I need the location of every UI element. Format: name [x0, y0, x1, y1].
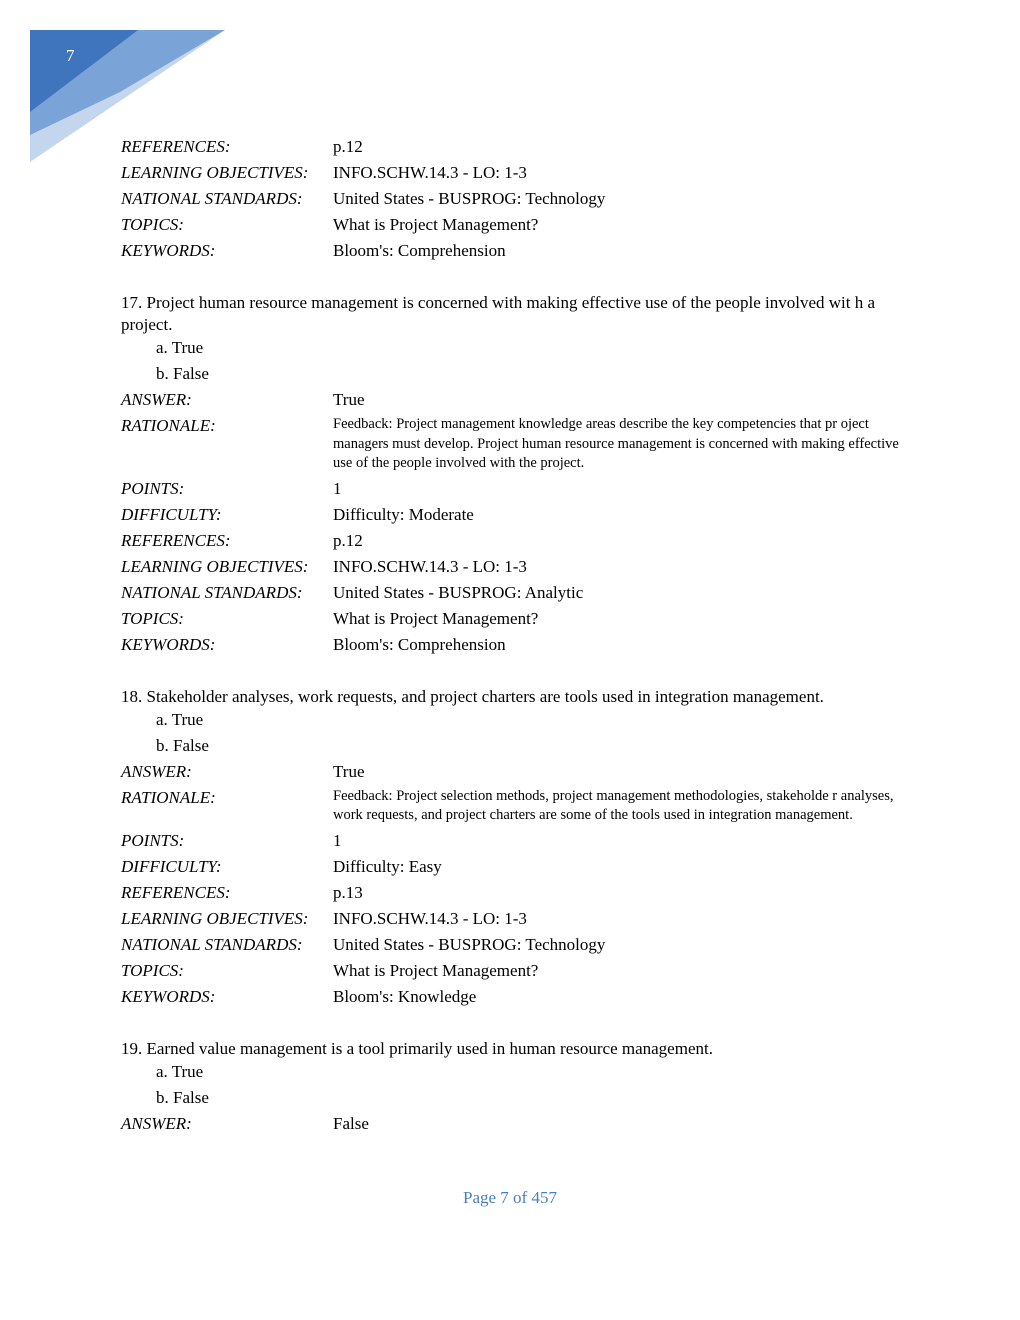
metadata-row [121, 634, 901, 656]
field-label: TOPICS: [121, 215, 184, 234]
field-value: What is Project Management? [333, 608, 539, 628]
question-text: 17. Project human resource management is concerned with making effective use of the people involved wit h a project. [121, 293, 876, 334]
field-value: What is Project Management? [333, 215, 539, 234]
metadata-row [121, 908, 901, 930]
question-text: 19. Earned value management is a tool primarily used in human resource management. [121, 1038, 713, 1058]
metadata-row [121, 556, 901, 578]
field-value: p.13 [333, 882, 363, 902]
field-label: NATIONAL STANDARDS: [121, 582, 303, 602]
option-true: a. True [156, 338, 204, 357]
field-value: 1 [333, 478, 342, 498]
metadata-row [121, 188, 901, 210]
metadata-row [121, 530, 901, 552]
option-false: b. False [156, 364, 209, 383]
field-label: POINTS: [121, 478, 185, 498]
field-label: KEYWORDS: [121, 986, 216, 1006]
metadata-row [121, 608, 901, 630]
field-value: INFO.SCHW.14.3 - LO: 1-3 [333, 908, 527, 928]
field-value: United States - BUSPROG: Technology [333, 189, 606, 208]
field-label: LEARNING OBJECTIVES: [121, 163, 309, 182]
field-value: Bloom's: Comprehension [333, 241, 506, 260]
field-value: What is Project Management? [333, 960, 539, 980]
header-page-number: 7 [66, 46, 75, 65]
field-value: Bloom's: Knowledge [333, 986, 477, 1006]
metadata-row [121, 136, 901, 158]
answer-row [121, 389, 901, 411]
metadata-row [121, 214, 901, 236]
field-value: INFO.SCHW.14.3 - LO: 1-3 [333, 556, 527, 576]
field-label: ANSWER: [121, 1113, 192, 1133]
field-value: Bloom's: Comprehension [333, 634, 506, 654]
field-label: KEYWORDS: [121, 634, 216, 654]
metadata-row [121, 582, 901, 604]
answer-row [121, 761, 901, 783]
option-true: a. True [156, 1061, 204, 1081]
top-metadata-block [121, 136, 901, 262]
field-label: KEYWORDS: [121, 241, 216, 260]
field-value: United States - BUSPROG: Technology [333, 934, 606, 954]
rationale-row [121, 415, 901, 474]
field-label: NATIONAL STANDARDS: [121, 934, 303, 954]
metadata-row [121, 934, 901, 956]
metadata-row [121, 986, 901, 1008]
field-label: TOPICS: [121, 608, 184, 628]
option-true: a. True [156, 709, 204, 729]
metadata-row [121, 882, 901, 904]
field-value: p.12 [333, 530, 363, 550]
field-value: INFO.SCHW.14.3 - LO: 1-3 [333, 163, 527, 182]
field-label: POINTS: [121, 830, 185, 850]
option-false: b. False [156, 1087, 209, 1107]
field-label: REFERENCES: [121, 530, 231, 550]
question-text: 18. Stakeholder analyses, work requests, and project charters are tools used in integration management. [121, 686, 824, 706]
metadata-row [121, 960, 901, 982]
field-value: p.12 [333, 137, 363, 156]
field-label: RATIONALE: [121, 787, 216, 807]
field-label: ANSWER: [121, 390, 192, 409]
metadata-row [121, 478, 901, 500]
field-label: REFERENCES: [121, 137, 231, 156]
field-value: Difficulty: Easy [333, 856, 442, 876]
answer-value: False [333, 1113, 369, 1133]
metadata-row [121, 856, 901, 878]
field-label: LEARNING OBJECTIVES: [121, 556, 309, 576]
field-value: 1 [333, 830, 342, 850]
field-label: REFERENCES: [121, 882, 231, 902]
field-value: United States - BUSPROG: Analytic [333, 582, 584, 602]
answer-value: True [333, 390, 365, 409]
question-17 [121, 292, 901, 656]
field-value: Difficulty: Moderate [333, 504, 474, 524]
page-footer: Page 7 of 457 [463, 1188, 557, 1207]
field-label: TOPICS: [121, 960, 184, 980]
field-label: DIFFICULTY: [121, 856, 222, 876]
document-content [121, 136, 901, 1139]
answer-value: True [333, 761, 365, 781]
metadata-row [121, 240, 901, 262]
question-19 [121, 1038, 901, 1135]
field-label: DIFFICULTY: [121, 504, 222, 524]
rationale-row [121, 787, 901, 826]
rationale-text: Feedback: Project selection methods, project management methodologies, stakeholde r analyses, work requests, and project charters are some of the tools used in integration management. [333, 787, 894, 823]
rationale-text: Feedback: Project management knowledge areas describe the key competencies that pr oject managers must develop. Project human resource management is concerned with making effective use of the people involved with the project. [333, 416, 899, 471]
metadata-row [121, 162, 901, 184]
field-label: LEARNING OBJECTIVES: [121, 908, 309, 928]
answer-row [121, 1113, 901, 1135]
question-18 [121, 686, 901, 1008]
field-label: NATIONAL STANDARDS: [121, 189, 303, 208]
option-false: b. False [156, 735, 209, 755]
metadata-row [121, 504, 901, 526]
field-label: RATIONALE: [121, 416, 216, 435]
metadata-row [121, 830, 901, 852]
field-label: ANSWER: [121, 761, 192, 781]
